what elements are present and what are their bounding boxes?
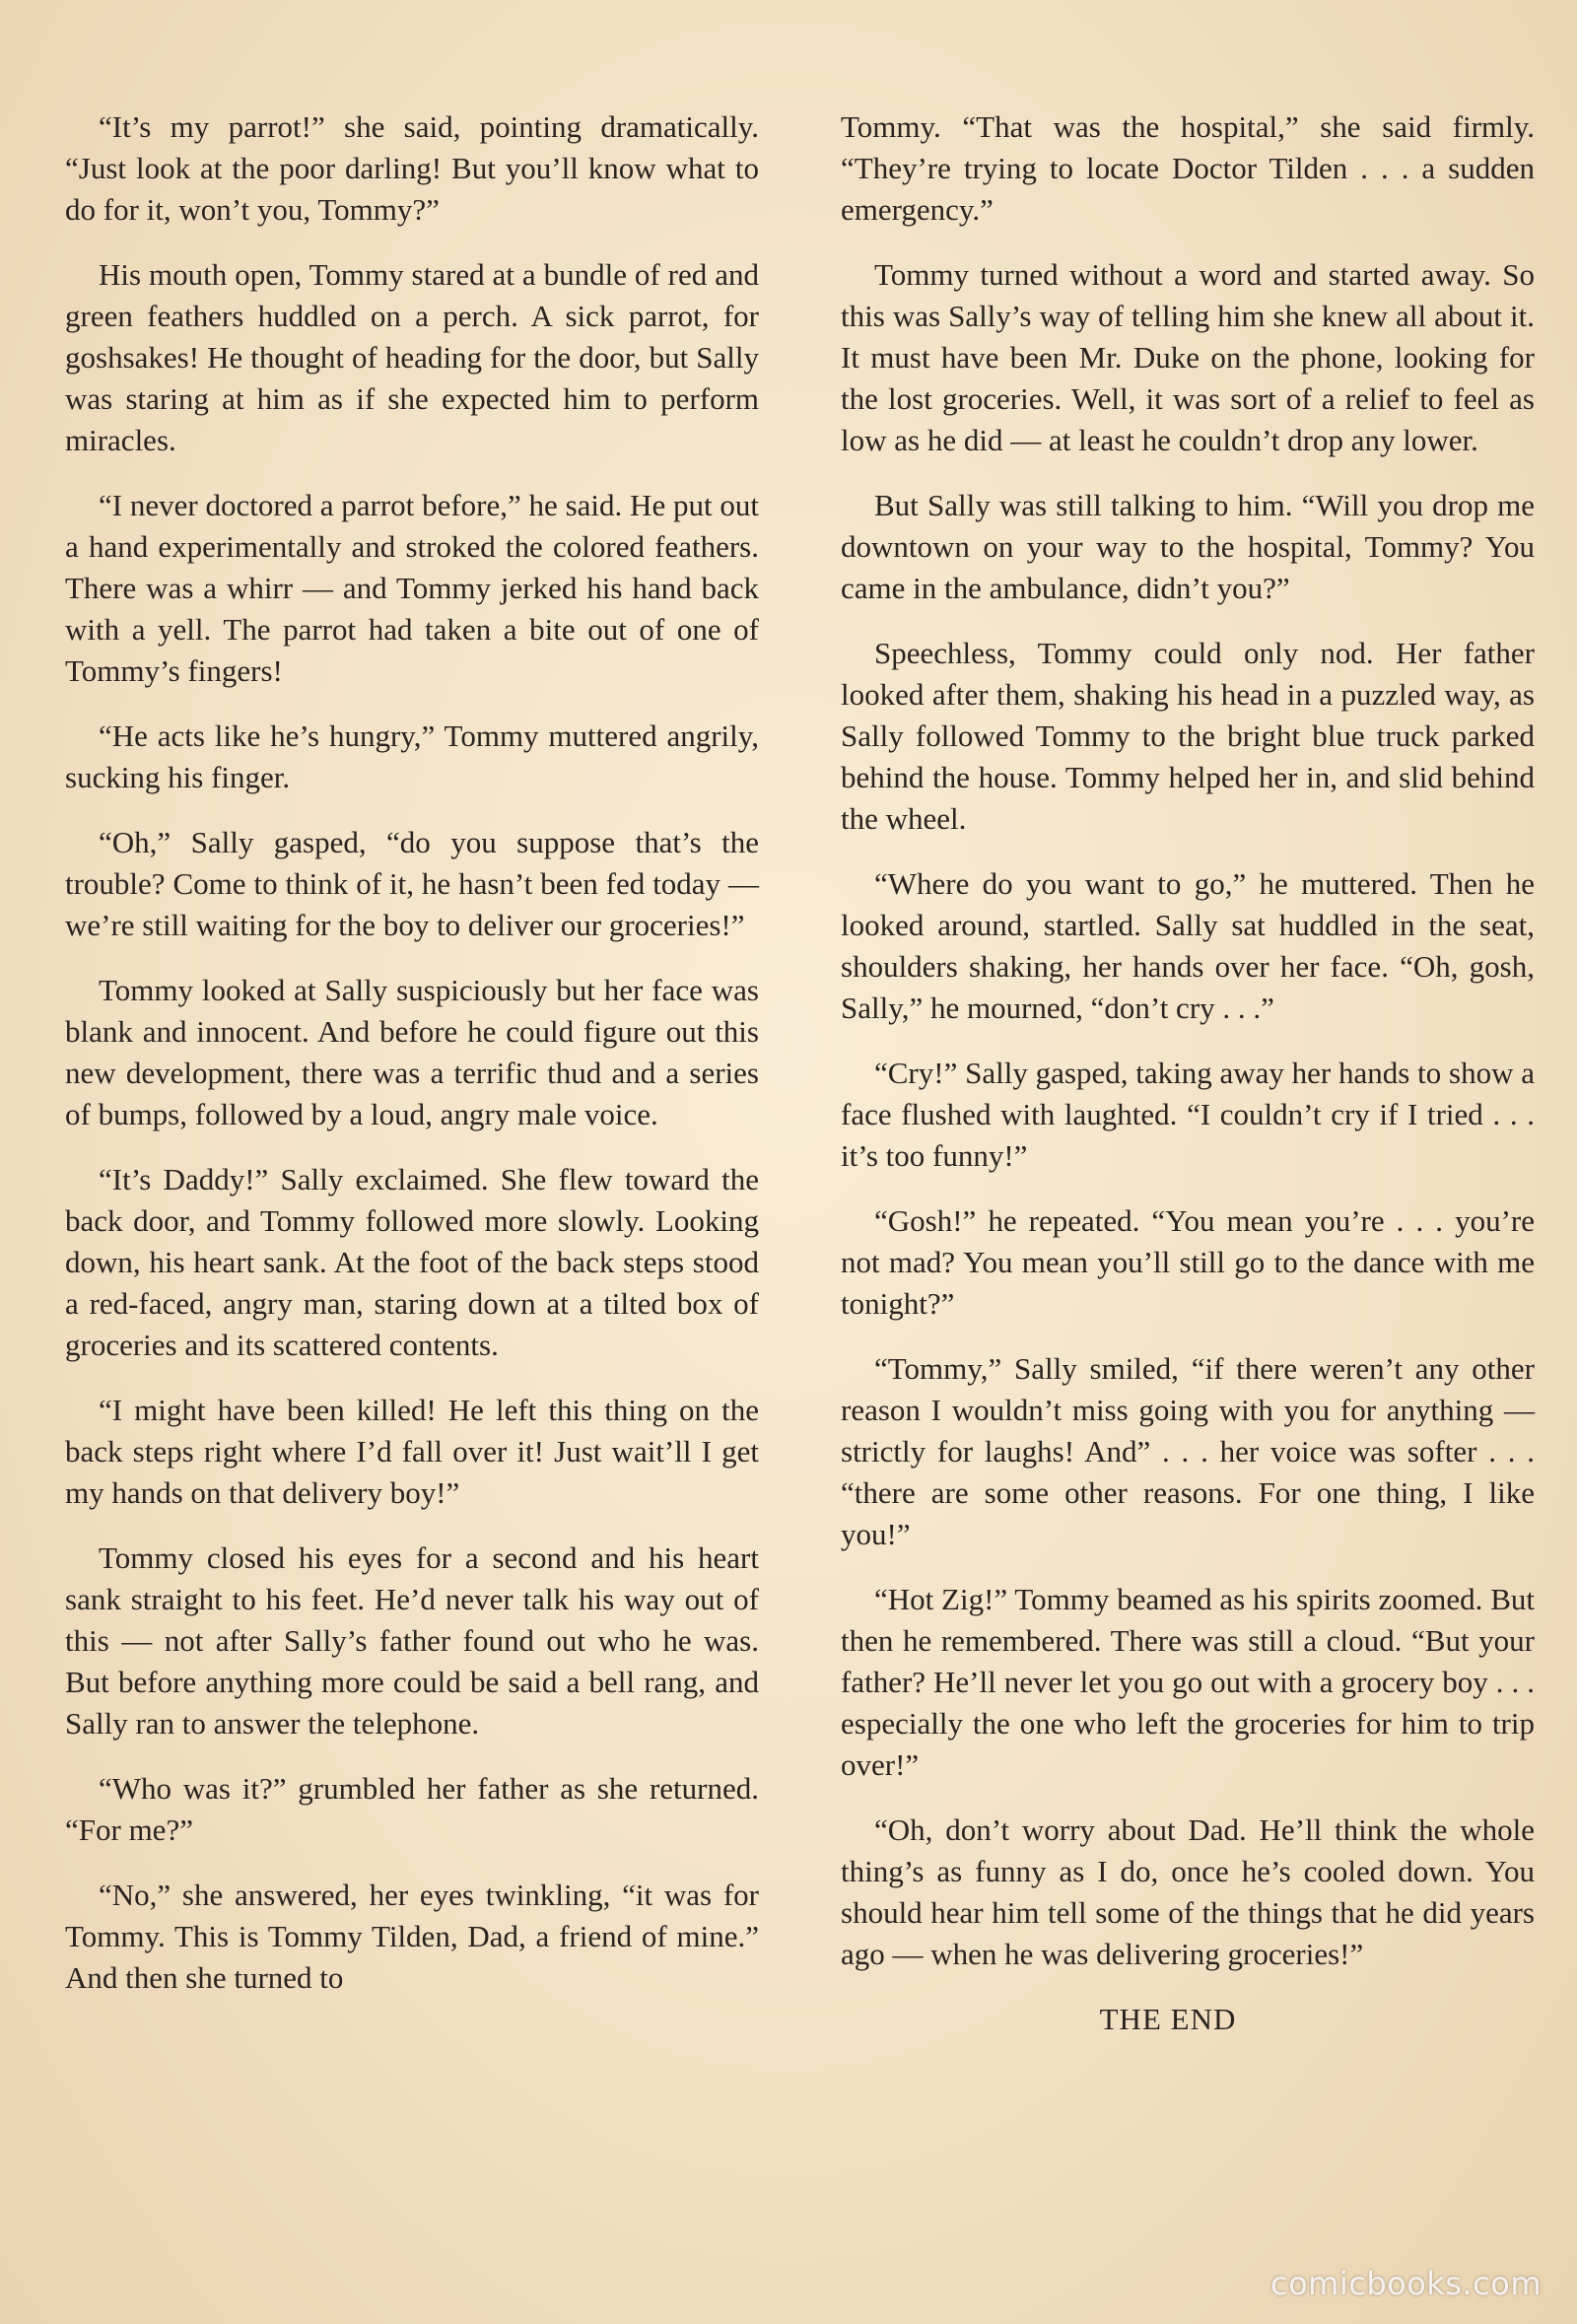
paragraph: “Oh, don’t worry about Dad. He’ll think the whole thing’s as funny as I do, once he’s cooled down. You should hear him tell some of the things that he did years ago — when he was delivering groceries!” [841,1812,1535,1971]
paragraph: “I never doctored a parrot before,” he said. He put out a hand experimentally and stroked the colored feathers. There was a whirr — and Tommy jerked his hand back with a yell. The parrot had taken a bite out of one of Tommy’s fingers! [65,488,759,688]
paragraph: “It’s Daddy!” Sally exclaimed. She flew toward the back door, and Tommy followed more slowly. Looking down, his heart sank. At the foot of the back steps stood a red-faced, angry man, staring down at a tilted box of groceries and its scattered contents. [65,1162,759,1362]
paragraph: “No,” she answered, her eyes twinkling, “it was for Tommy. This is Tommy Tilden, Dad, a friend of mine.” And then she turned to [65,1878,759,1995]
paragraph: Speechless, Tommy could only nod. Her father looked after them, shaking his head in a puzzled way, as Sally followed Tommy to the bright blue truck parked behind the house. Tommy helped her in, and slid behind the wheel. [841,636,1535,836]
paragraph: His mouth open, Tommy stared at a bundle of red and green feathers huddled on a perch. A sick parrot, for goshsakes! He thought of heading for the door, but Sally was staring at him as if she expected him to perform miracles. [65,257,759,457]
paragraph: “Tommy,” Sally smiled, “if there weren’t any other reason I wouldn’t miss going with you for anything — strictly for laughs! And” . . . her voice was softer . . . “there are some other reasons. For one thing, I like you!” [841,1351,1535,1551]
paragraph: But Sally was still talking to him. “Will you drop me downtown on your way to the hospital, Tommy? You came in the ambulance, didn’t you?” [841,488,1535,605]
paragraph: “Gosh!” he repeated. “You mean you’re . . . you’re not mad? You mean you’ll still go to the dance with me tonight?” [841,1203,1535,1321]
the-end-label: THE END [1099,2002,1237,2036]
paragraph: “Oh,” Sally gasped, “do you suppose that’s the trouble? Come to think of it, he hasn’t been fed today — we’re still waiting for the boy to deliver our groceries!” [65,825,759,942]
paragraph: Tommy. “That was the hospital,” she said firmly. “They’re trying to locate Doctor Tilden . . . a sudden emergency.” [841,109,1535,227]
paragraph: “Hot Zig!” Tommy beamed as his spirits zoomed. But then he remembered. There was still a cloud. “But your father? He’ll never let you go out with a grocery boy . . . especially the one who left the groceries for him to trip over!” [841,1582,1535,1782]
paragraph: “I might have been killed! He left this thing on the back steps right where I’d fall over it! Just wait’ll I get my hands on that delivery boy!” [65,1393,759,1510]
watermark: comicbooks.com [1269,2265,1542,2302]
paragraph: “Cry!” Sally gasped, taking away her hands to show a face flushed with laughted. “I couldn’t cry if I tried . . . it’s too funny!” [841,1056,1535,1173]
left-column [65,106,759,2022]
paragraph: “It’s my parrot!” she said, pointing dramatically. “Just look at the poor darling! But you’ll know what to do for it, won’t you, Tommy?” [65,109,759,227]
paragraph: “Where do you want to go,” he muttered. Then he looked around, startled. Sally sat huddled in the seat, shoulders shaking, her hands over her face. “Oh, gosh, Sally,” he mourned, “don’t cry . . .” [841,866,1535,1025]
paragraph: “Who was it?” grumbled her father as she returned. “For me?” [65,1771,759,1847]
paragraph: Tommy closed his eyes for a second and his heart sank straight to his feet. He’d never talk his way out of this — not after Sally’s father found out who he was. But before anything more could be said a bell rang, and Sally ran to answer the telephone. [65,1540,759,1741]
paragraph: “He acts like he’s hungry,” Tommy muttered angrily, sucking his finger. [65,718,759,794]
right-column [841,106,1535,2064]
paragraph: Tommy turned without a word and started away. So this was Sally’s way of telling him she knew all about it. It must have been Mr. Duke on the phone, looking for the lost groceries. Well, it was sort of a relief to feel as low as he did — at least he couldn’t drop any lower. [841,257,1535,457]
paragraph: Tommy looked at Sally suspiciously but her face was blank and innocent. And before he could figure out this new development, there was a terrific thud and a series of bumps, followed by a loud, angry male voice. [65,973,759,1131]
